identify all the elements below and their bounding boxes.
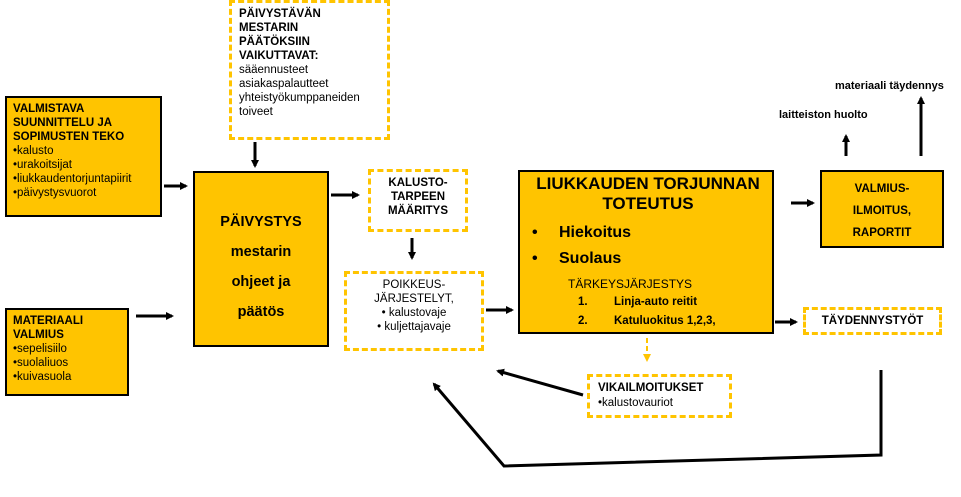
taydennystyot-box [803, 307, 942, 335]
paivystys-line: mestarin [230, 244, 292, 260]
list-item: • kalusto [13, 144, 154, 158]
materiaali-box [5, 308, 129, 396]
valmistava-title: VALMISTAVA SUUNNITTELU JA SOPIMUSTEN TEKO [13, 103, 125, 143]
priority-title: TÄRKEYSJÄRJESTYS [568, 277, 693, 291]
liukkauden-bullet-row [532, 224, 631, 242]
list-item: • päivystysvuorot [13, 186, 154, 200]
paivystys-title: PÄIVYSTYS [220, 214, 302, 230]
valmius-line: RAPORTIT [852, 227, 912, 239]
liukkauden-bullet: Hiekoitus [559, 224, 632, 241]
valmius-box [820, 170, 944, 248]
materiaali-title: MATERIAALI VALMIUS [13, 315, 84, 341]
paivystavan-item: sääennusteet [239, 64, 309, 76]
poikkeus-item-row [353, 320, 475, 334]
poikkeus-item: kuljettajavaje [384, 321, 451, 333]
kalustotarpeen-box [368, 169, 468, 232]
bullet-glyph: • [532, 250, 538, 267]
materiaali-taydennys-label: materiaali täydennys [835, 80, 944, 92]
liukkauden-bullet-row [532, 250, 621, 268]
liukkauden-bullet: Suolaus [559, 250, 622, 267]
vikailmoitukset-item-row [598, 396, 721, 411]
paivystys-line: ohjeet ja [231, 274, 291, 290]
materiaali-list [13, 342, 121, 384]
list-item: • kuivasuola [13, 370, 121, 384]
list-item: • sepelisiilo [13, 342, 121, 356]
bullet-glyph: • [381, 307, 389, 319]
paivystavan-item: asiakaspalautteet [239, 78, 329, 90]
bullet-glyph: • [532, 224, 538, 241]
poikkeus-item-row [353, 306, 475, 320]
bullet-glyph: • [377, 321, 385, 333]
poikkeus-box [344, 271, 484, 351]
liukkauden-title: LIUKKAUDEN TORJUNNAN TOTEUTUS [536, 174, 760, 213]
bullet-glyph: • [598, 397, 603, 409]
poikkeus-item: kalustovaje [388, 307, 447, 319]
paivystavan-item: yhteistyökumppaneiden toiveet [239, 92, 360, 118]
poikkeus-title: POIKKEUS-JÄRJESTELYT, [374, 279, 454, 305]
laitteiston-huolto-label: laitteiston huolto [779, 109, 868, 121]
valmius-line: VALMIUS- [854, 183, 910, 195]
paivystavan-box [229, 0, 390, 140]
kalustotarpeen-text: KALUSTO-TARPEEN MÄÄRITYS [387, 177, 449, 217]
liukkauden-box [518, 170, 774, 334]
priority-text: Katuluokitus 1,2,3, [614, 315, 716, 327]
valmius-line: ILMOITUS, [852, 205, 912, 217]
paivystys-box [193, 171, 329, 347]
valmistava-list [13, 144, 154, 200]
valmistava-box [5, 96, 162, 217]
arrow-vikailmoitukset-to-poikkeus [498, 371, 583, 395]
paivystavan-title: PÄIVYSTÄVÄN MESTARIN PÄÄTÖKSIIN VAIKUTTAVAT: [239, 8, 321, 62]
priority-row [578, 315, 716, 327]
vikailmoitukset-title: VIKAILMOITUKSET [598, 382, 704, 394]
priority-text: Linja-auto reitit [614, 296, 698, 308]
taydennystyot-text: TÄYDENNYSTYÖT [821, 315, 924, 327]
vikailmoitukset-item: kalustovauriot [602, 397, 673, 409]
priority-num: 2. [578, 315, 588, 327]
vikailmoitukset-box [587, 374, 732, 418]
paivystys-line: päätös [237, 304, 285, 320]
list-item: • urakoitsijat [13, 158, 154, 172]
list-item: • suolaliuos [13, 356, 121, 370]
priority-row [578, 296, 697, 308]
list-item: • liukkaudentorjuntapiirit [13, 172, 154, 186]
priority-num: 1. [578, 296, 588, 308]
